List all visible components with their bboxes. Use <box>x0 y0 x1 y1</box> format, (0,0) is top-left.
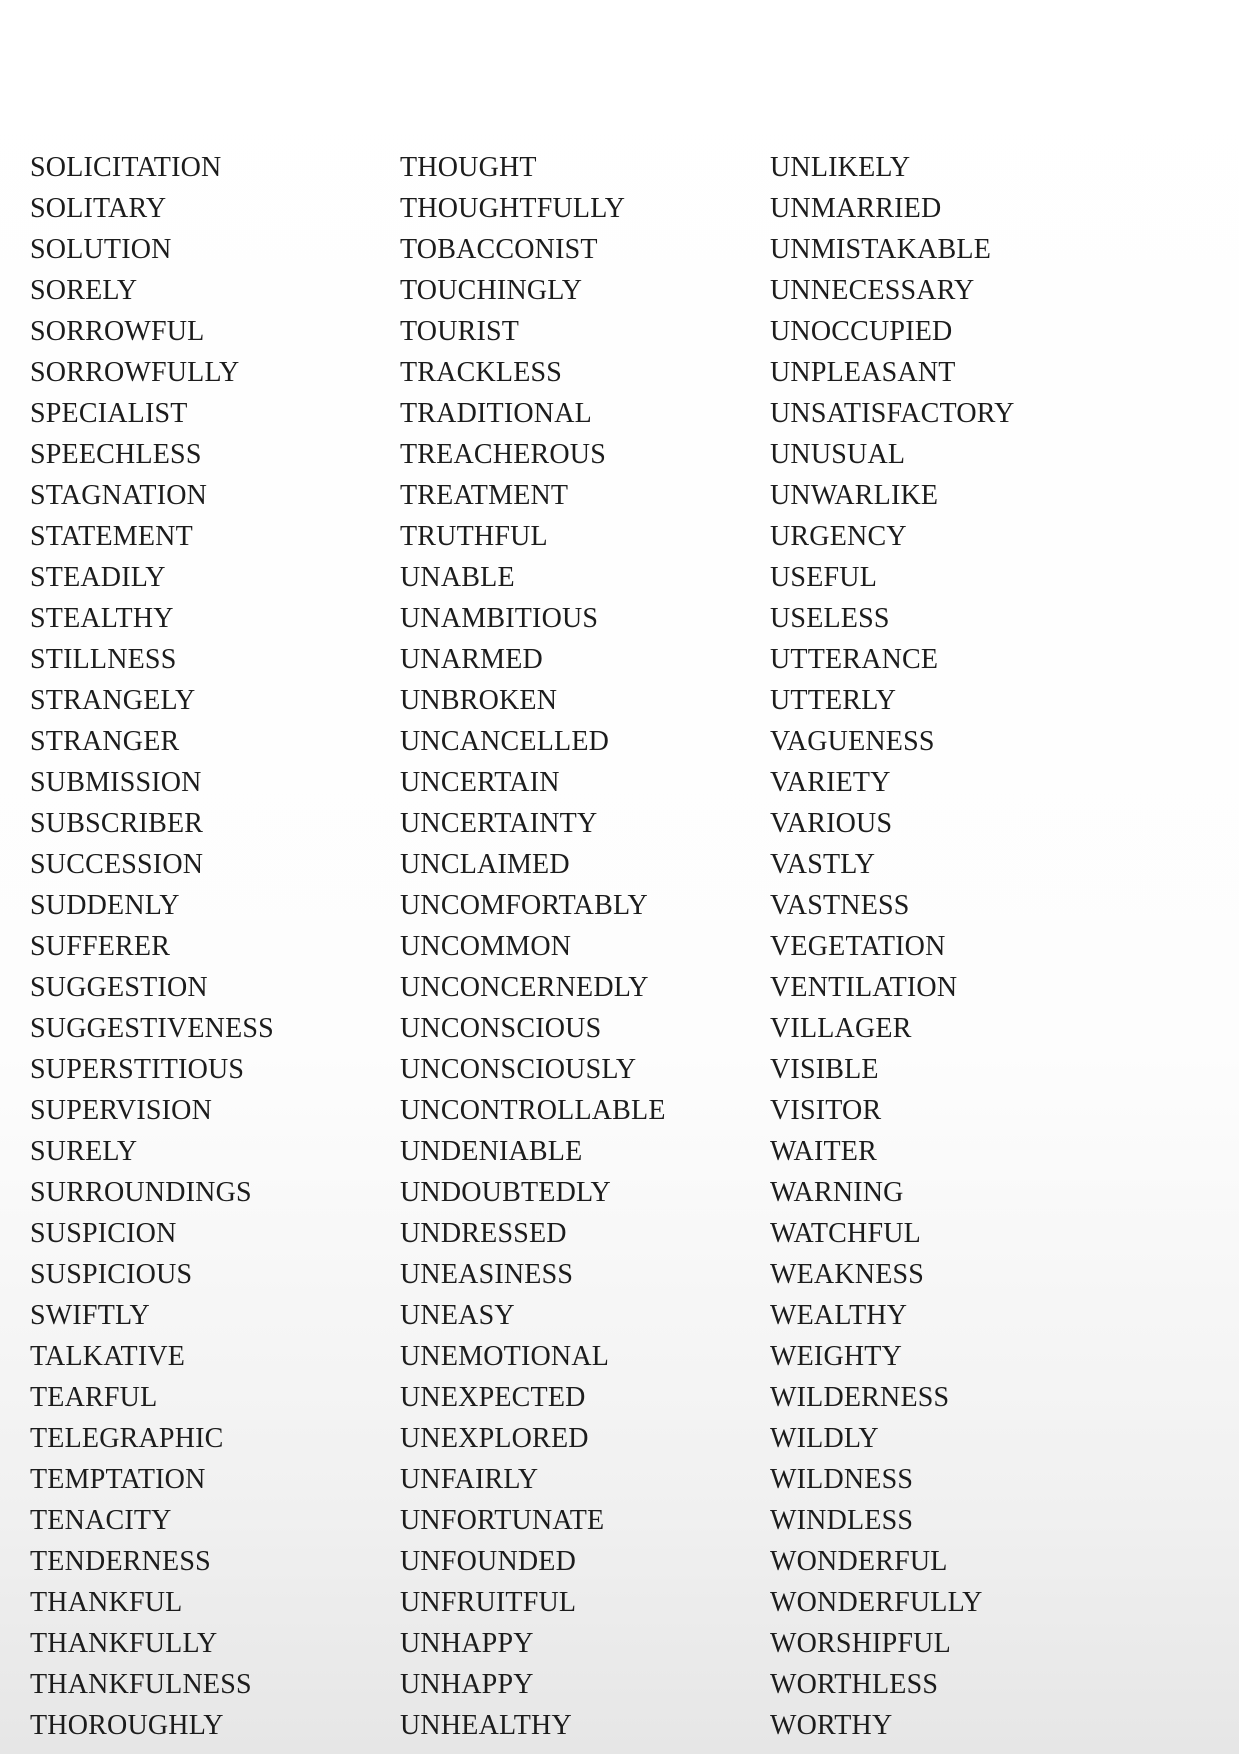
word-item: UNHAPPY <box>400 1628 534 1659</box>
word-item: UNHAPPY <box>400 1669 534 1700</box>
word-item: SWIFTLY <box>30 1300 150 1331</box>
word-item: VAGUENESS <box>770 726 935 757</box>
word-item: TREACHEROUS <box>400 439 606 470</box>
word-item: VARIETY <box>770 767 891 798</box>
word-item: SUPERVISION <box>30 1095 212 1126</box>
word-item: UNCLAIMED <box>400 849 570 880</box>
word-item: WONDERFUL <box>770 1546 948 1577</box>
word-item: UTTERLY <box>770 685 897 716</box>
word-item: SOLUTION <box>30 234 172 265</box>
word-item: UNFORTUNATE <box>400 1505 605 1536</box>
word-item: UNCONTROLLABLE <box>400 1095 666 1126</box>
word-item: SUGGESTIVENESS <box>30 1013 274 1044</box>
word-item: TREATMENT <box>400 480 569 511</box>
word-item: SUPERSTITIOUS <box>30 1054 245 1085</box>
word-item: VEGETATION <box>770 931 946 962</box>
word-item: UNFAIRLY <box>400 1464 539 1495</box>
word-item: UNCOMMON <box>400 931 572 962</box>
word-item: UNCONSCIOUSLY <box>400 1054 637 1085</box>
word-item: WARNING <box>770 1177 904 1208</box>
word-item: UNCERTAIN <box>400 767 560 798</box>
word-item: WAITER <box>770 1136 877 1167</box>
word-item: UNCOMFORTABLY <box>400 890 648 921</box>
word-item: STATEMENT <box>30 521 193 552</box>
word-item: USELESS <box>770 603 890 634</box>
word-item: UTTERANCE <box>770 644 939 675</box>
word-item: TALKATIVE <box>30 1341 186 1372</box>
word-item: WORTHLESS <box>770 1669 939 1700</box>
word-item: UNDRESSED <box>400 1218 567 1249</box>
word-item: TOUCHINGLY <box>400 275 583 306</box>
word-item: THANKFUL <box>30 1587 183 1618</box>
word-item: UNDOUBTEDLY <box>400 1177 611 1208</box>
word-item: SUBSCRIBER <box>30 808 204 839</box>
word-item: SUGGESTION <box>30 972 208 1003</box>
word-item: WEAKNESS <box>770 1259 925 1290</box>
word-item: SORROWFULLY <box>30 357 240 388</box>
word-item: VENTILATION <box>770 972 958 1003</box>
word-item: SURROUNDINGS <box>30 1177 252 1208</box>
word-item: SUDDENLY <box>30 890 180 921</box>
word-item: UNWARLIKE <box>770 480 939 511</box>
word-item: UNNECESSARY <box>770 275 975 306</box>
word-item: WILDLY <box>770 1423 879 1454</box>
word-item: STAGNATION <box>30 480 208 511</box>
word-item: UNCONSCIOUS <box>400 1013 602 1044</box>
word-item: UNAMBITIOUS <box>400 603 599 634</box>
word-item: SOLITARY <box>30 193 167 224</box>
word-item: THANKFULNESS <box>30 1669 252 1700</box>
word-item: TELEGRAPHIC <box>30 1423 224 1454</box>
word-column-2 <box>400 147 666 1746</box>
word-item: TEMPTATION <box>30 1464 206 1495</box>
word-item: UNHEALTHY <box>400 1710 572 1741</box>
word-item: VARIOUS <box>770 808 893 839</box>
word-item: UNFOUNDED <box>400 1546 577 1577</box>
word-item: THOUGHT <box>400 152 537 183</box>
word-item: UNFRUITFUL <box>400 1587 577 1618</box>
word-item: VILLAGER <box>770 1013 912 1044</box>
word-item: UNEASINESS <box>400 1259 574 1290</box>
word-item: STEADILY <box>30 562 166 593</box>
word-item: TRACKLESS <box>400 357 563 388</box>
word-item: UNSATISFACTORY <box>770 398 1015 429</box>
word-item: SUSPICIOUS <box>30 1259 193 1290</box>
word-item: WONDERFULLY <box>770 1587 983 1618</box>
word-item: UNEASY <box>400 1300 515 1331</box>
word-item: TOBACCONIST <box>400 234 598 265</box>
word-item: UNCANCELLED <box>400 726 610 757</box>
word-item: UNABLE <box>400 562 515 593</box>
word-item: TOURIST <box>400 316 520 347</box>
word-item: WEIGHTY <box>770 1341 903 1372</box>
word-item: WINDLESS <box>770 1505 914 1536</box>
word-item: TENDERNESS <box>30 1546 211 1577</box>
word-item: UNBROKEN <box>400 685 558 716</box>
word-item: STILLNESS <box>30 644 177 675</box>
word-item: WORSHIPFUL <box>770 1628 951 1659</box>
word-item: UNMARRIED <box>770 193 942 224</box>
word-item: WORTHY <box>770 1710 893 1741</box>
word-item: SORELY <box>30 275 138 306</box>
word-item: URGENCY <box>770 521 907 552</box>
word-item: UNMISTAKABLE <box>770 234 992 265</box>
word-item: SUSPICION <box>30 1218 177 1249</box>
word-item: UNUSUAL <box>770 439 906 470</box>
word-item: SPEECHLESS <box>30 439 202 470</box>
word-item: SOLICITATION <box>30 152 222 183</box>
word-item: USEFUL <box>770 562 877 593</box>
word-item: WILDERNESS <box>770 1382 950 1413</box>
word-item: THOUGHTFULLY <box>400 193 626 224</box>
word-item: WEALTHY <box>770 1300 908 1331</box>
word-item: SUFFERER <box>30 931 171 962</box>
word-item: UNEXPLORED <box>400 1423 589 1454</box>
word-item: UNOCCUPIED <box>770 316 953 347</box>
word-item: VASTLY <box>770 849 876 880</box>
word-item: SPECIALIST <box>30 398 188 429</box>
word-item: STRANGELY <box>30 685 196 716</box>
word-item: THOROUGHLY <box>30 1710 224 1741</box>
word-item: SORROWFUL <box>30 316 205 347</box>
word-item: UNARMED <box>400 644 543 675</box>
word-item: TRUTHFUL <box>400 521 548 552</box>
word-item: TEARFUL <box>30 1382 158 1413</box>
word-item: VISIBLE <box>770 1054 879 1085</box>
word-item: UNCERTAINTY <box>400 808 598 839</box>
word-item: SUBMISSION <box>30 767 202 798</box>
word-item: UNEXPECTED <box>400 1382 586 1413</box>
word-item: WILDNESS <box>770 1464 914 1495</box>
word-item: UNCONCERNEDLY <box>400 972 649 1003</box>
word-item: THANKFULLY <box>30 1628 218 1659</box>
word-item: TRADITIONAL <box>400 398 592 429</box>
word-item: UNLIKELY <box>770 152 911 183</box>
word-item: VISITOR <box>770 1095 882 1126</box>
word-item: STRANGER <box>30 726 180 757</box>
word-item: TENACITY <box>30 1505 172 1536</box>
word-column-3 <box>770 147 1015 1746</box>
word-column-1 <box>30 147 274 1746</box>
word-item: WATCHFUL <box>770 1218 921 1249</box>
word-item: UNPLEASANT <box>770 357 956 388</box>
word-item: VASTNESS <box>770 890 910 921</box>
word-item: UNEMOTIONAL <box>400 1341 610 1372</box>
word-item: UNDENIABLE <box>400 1136 583 1167</box>
word-item: SURELY <box>30 1136 138 1167</box>
word-item: STEALTHY <box>30 603 174 634</box>
word-item: SUCCESSION <box>30 849 204 880</box>
